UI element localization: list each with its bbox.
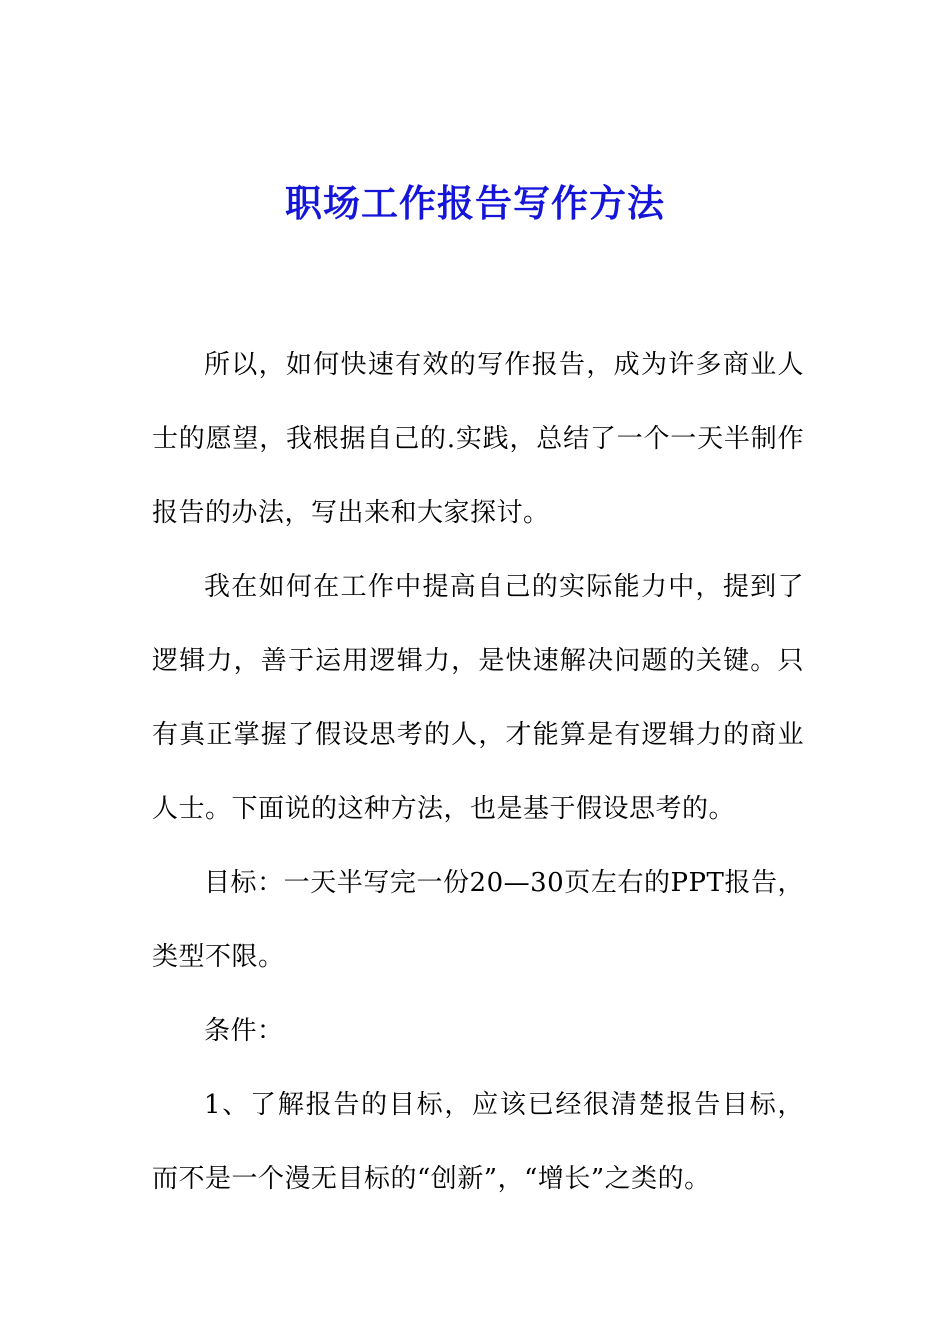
paragraph-2: 我在如何在工作中提高自己的实际能力中，提到了逻辑力，善于运用逻辑力，是快速解决问题的关键。只有真正掌握了假设思考的人，才能算是有逻辑力的商业人士。下面说的这种方法，也是基于假设思考的。 — [152, 572, 804, 824]
paragraph-4: 条件： — [204, 1016, 284, 1046]
document-body — [152, 328, 804, 1216]
paragraph-1: 所以，如何快速有效的写作报告，成为许多商业人士的愿望，我根据自己的.实践，总结了一个一天半制作报告的办法，写出来和大家探讨。 — [152, 350, 804, 528]
document-title: 职场工作报告写作方法 — [285, 182, 665, 225]
paragraph-3: 目标：一天半写完一份20—30页左右的PPT报告，类型不限。 — [152, 868, 804, 972]
paragraph-5: 1、了解报告的目标，应该已经很清楚报告目标，而不是一个漫无目标的“创新”，“增长”之类的。 — [152, 1090, 804, 1194]
